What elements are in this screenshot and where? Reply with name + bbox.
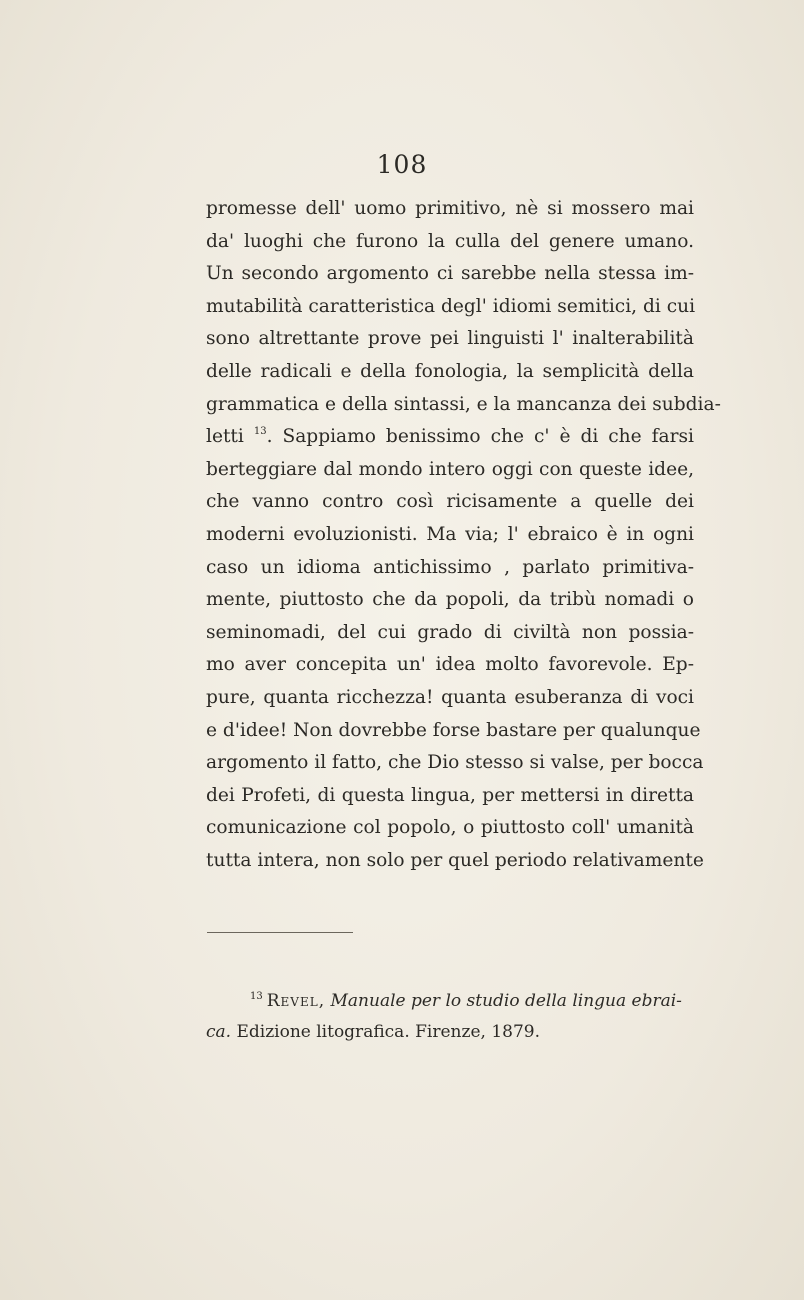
text-line: da' luoghi che furono la culla del genere umano. — [206, 230, 694, 252]
footnote-reference[interactable]: 13 — [253, 426, 267, 438]
text-fragment: Sappiamo benissimo che c' è di che farsi — [282, 426, 694, 448]
text-line: moderni evoluzionisti. Ma via; l' ebraico è in ogni — [206, 523, 694, 545]
note-ref-punctuation: . — [266, 426, 273, 448]
footnote-line — [206, 1017, 706, 1048]
text-line: dei Profeti, di questa lingua, per mettersi in diretta — [206, 784, 694, 806]
text-line: e d'idee! Non dovrebbe forse bastare per qualunque — [206, 719, 701, 741]
text-line: che vanno contro così ricisamente a quelle dei — [206, 491, 694, 513]
text-fragment: letti — [206, 426, 244, 448]
text-line: pure, quanta ricchezza! quanta esuberanza di voci — [206, 686, 694, 708]
text-line: caso un idioma antichissimo , parlato primitiva- — [206, 556, 694, 578]
footnote — [206, 986, 706, 1048]
text-line: Un secondo argomento ci sarebbe nella stessa im- — [206, 263, 694, 285]
text-line: mutabilità caratteristica degl' idiomi semitici, di cui — [206, 295, 696, 317]
text-line: promesse dell' uomo primitivo, nè si mossero mai — [206, 198, 694, 219]
text-line-with-note — [206, 421, 694, 454]
text-line: mo aver concepita un' idea molto favorevole. Ep- — [206, 654, 694, 676]
footnote-title-end: ca. — [206, 1022, 232, 1042]
text-line: berteggiare dal mondo intero oggi con queste idee, — [206, 458, 694, 480]
page-number: 108 — [376, 150, 428, 179]
footnote-publication: Edizione litografica. Firenze, 1879. — [236, 1022, 540, 1042]
text-line: sono altrettante prove pei linguisti l' inalterabilità — [206, 328, 694, 350]
text-line: grammatica e della sintassi, e la mancanza dei subdia- — [206, 393, 721, 415]
footnote-divider — [207, 932, 353, 933]
body-text — [206, 193, 721, 877]
footnote-author: Revel, — [266, 991, 326, 1011]
text-line: argomento il fatto, che Dio stesso si valse, per bocca — [206, 752, 704, 774]
text-line: delle radicali e della fonologia, la semplicità della — [206, 360, 694, 382]
text-line: mente, piuttosto che da popoli, da tribù nomadi o — [206, 589, 694, 611]
footnote-line — [206, 986, 706, 1017]
text-line: seminomadi, del cui grado di civiltà non possia- — [206, 621, 694, 643]
footnote-title: Manuale per lo studio della lingua ebrai- — [330, 991, 682, 1011]
text-line: tutta intera, non solo per quel periodo relativamente — [206, 849, 704, 871]
text-line: comunicazione col popolo, o piuttosto coll' umanità — [206, 817, 694, 839]
footnote-number: 13 — [250, 991, 263, 1002]
